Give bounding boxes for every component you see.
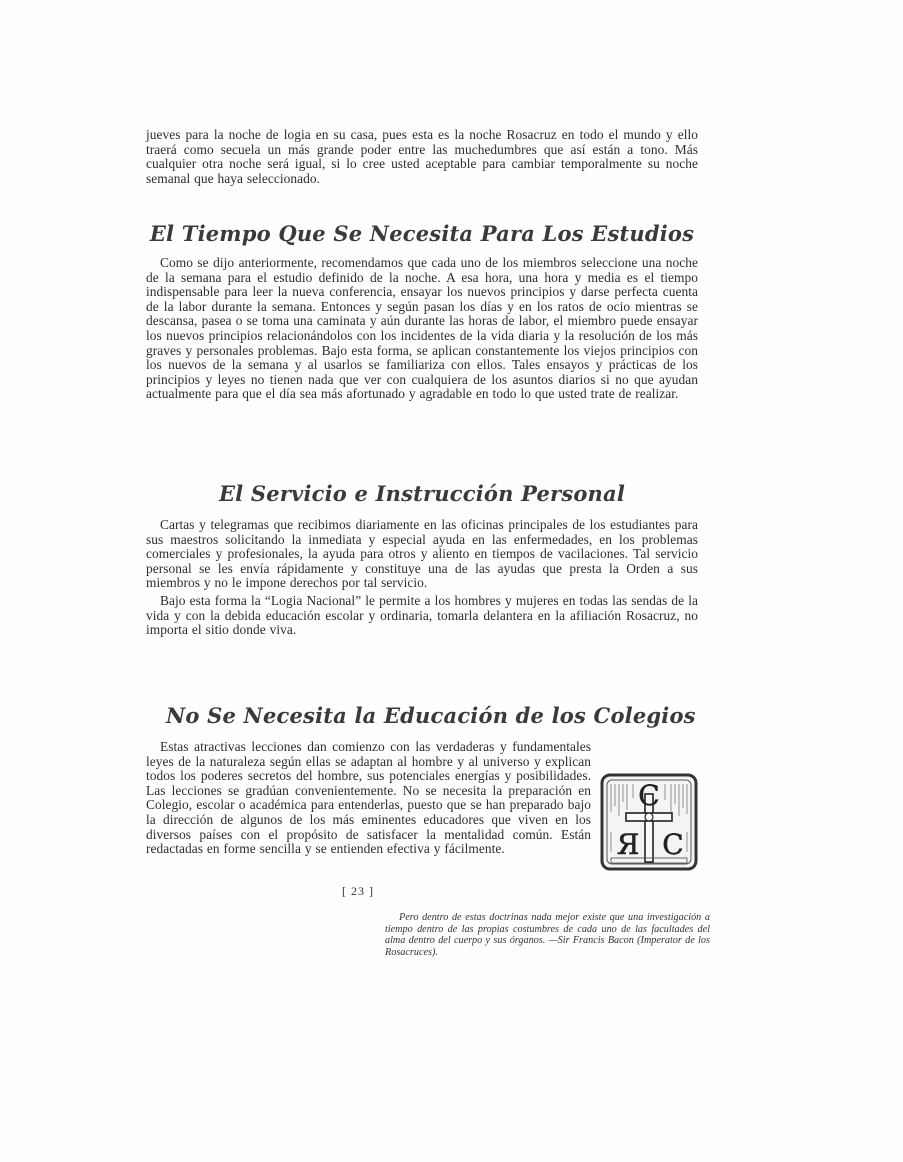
paragraph: Cartas y telegramas que recibimos diariamente en las oficinas principales de los estudiantes para sus maestros solicitando la inmediata y especial ayuda en las enfermedades, en los problemas comerciales y profesionales, la ayuda para otros y aliento en tiempos de vacilaciones. Tal servicio personal se les envía rápidamente y constituye una de las ayudas que presta la Orden a sus miembros y no le impone derechos por tal servicio. — [146, 517, 698, 591]
bacon-quote — [385, 912, 710, 958]
paragraph: Como se dijo anteriormente, recomendamos que cada uno de los miembros seleccione una noche de la semana para el estudio definido de la noche. A esa hora, una hora y media es el tiempo indispensable para leer la nueva conferencia, ensayar los nuevos principios y darse perfecta cuenta de la labor durante la semana. Entonces y según pasan los días y en los ratos de ocio mientras se descansa, pasea o se toma una caminata y aún durante las horas de labor, el miembro puede ensayar los nuevos principios relacionándolos con los incidentes de la vida diaria y la resolución de los más graves y personales problemas. Bajo esta forma, se aplican constantemente los viejos principios con los nuevos de la semana y al usarlos se familiariza con ellos. Tales ensayos y prácticas de los principios y leyes no tienen nada que ver con cualquiera de los asuntos diarios si no que ayudan actualmente para que el día sea más afortunado y agradable en todo lo que usted trate de realizar. — [146, 255, 698, 402]
section-body-personal-service — [146, 518, 698, 638]
section-heading-study-time: El Tiempo Que Se Necesita Para Los Estudios — [149, 221, 695, 246]
quote-text: Pero dentro de estas doctrinas nada mejor existe que una investigación a tiempo dentro de las propias costumbres de cada uno de las facultades del alma dentro del cuerpo y sus órganos. —Sir Francis Bacon (Imperator de los Rosacruces). — [385, 912, 710, 958]
paragraph: Bajo esta forma la “Logia Nacional” le permite a los hombres y mujeres en todas las sendas de la vida y con la debida educación escolar y ordinaria, tomarla delantera en la afiliación Rosacruz, no importa el sitio donde viva. — [146, 592, 698, 638]
section-body-no-college — [146, 740, 591, 857]
rosicrucian-cross-emblem-icon — [599, 772, 699, 872]
page-number: [ 23 ] — [342, 884, 374, 898]
opening-block — [146, 128, 698, 186]
section-body-study-time — [146, 256, 698, 402]
svg-text:Я: Я — [616, 828, 640, 861]
paragraph: Estas atractivas lecciones dan comienzo con las verdaderas y fundamentales leyes de la naturaleza según ellas se adaptan al hombre y al universo y explican todos los poderes secretos del hombre, sus potenciales energías y posibilidades. Las lecciones se gradúan convenientemente. No se necesita la preparación en Colegio, escolar o académica para entenderlas, puesto que se han preparado bajo la dirección de algunos de los más eminentes educadores que viven en los diversos países con el propósito de satisfacer la mentalidad común. Están redactadas en forme sencilla y se entienden efectiva y fácilmente. — [146, 739, 591, 857]
section-heading-personal-service: El Servicio e Instrucción Personal — [218, 481, 626, 506]
svg-text:C: C — [638, 779, 660, 812]
section-heading-no-college: No Se Necesita la Educación de los Colegios — [166, 703, 696, 728]
svg-text:C: C — [662, 828, 684, 861]
opening-paragraph: jueves para la noche de logia en su casa, pues esta es la noche Rosacruz en todo el mundo y ello traerá como secuela un más grande poder entre las muchedumbres que así están a tono. Más cualquier otra noche será igual, si lo cree usted aceptable para cambiar temporalmente su noche semanal que haya seleccionado. — [146, 127, 698, 186]
